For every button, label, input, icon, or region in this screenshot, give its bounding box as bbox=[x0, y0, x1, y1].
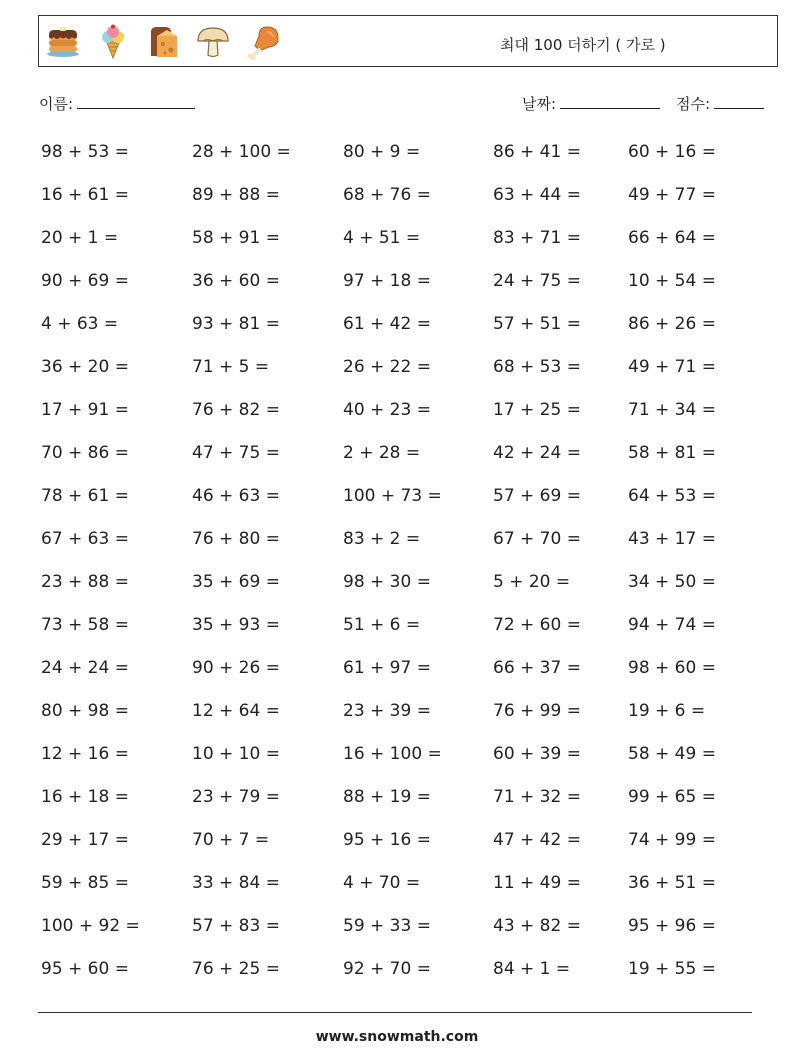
addition-problem: 100 + 92 = bbox=[41, 916, 140, 936]
addition-problem: 71 + 32 = bbox=[493, 787, 581, 807]
addition-problem: 19 + 6 = bbox=[628, 701, 706, 721]
addition-problem: 36 + 60 = bbox=[192, 271, 280, 291]
addition-problem: 40 + 23 = bbox=[343, 400, 431, 420]
addition-problem: 84 + 1 = bbox=[493, 959, 571, 979]
addition-problem: 57 + 51 = bbox=[493, 314, 581, 334]
addition-problem: 67 + 63 = bbox=[41, 529, 129, 549]
date-blank-line[interactable] bbox=[560, 94, 660, 109]
addition-problem: 83 + 2 = bbox=[343, 529, 421, 549]
addition-problem: 98 + 30 = bbox=[343, 572, 431, 592]
date-label: 날짜: bbox=[522, 95, 557, 113]
addition-problem: 94 + 74 = bbox=[628, 615, 716, 635]
addition-problem: 67 + 70 = bbox=[493, 529, 581, 549]
addition-problem: 80 + 98 = bbox=[41, 701, 129, 721]
addition-problem: 35 + 93 = bbox=[192, 615, 280, 635]
addition-problem: 66 + 37 = bbox=[493, 658, 581, 678]
addition-problem: 10 + 54 = bbox=[628, 271, 716, 291]
addition-problem: 47 + 75 = bbox=[192, 443, 280, 463]
addition-problem: 36 + 51 = bbox=[628, 873, 716, 893]
addition-problem: 29 + 17 = bbox=[41, 830, 129, 850]
footer-website: www.snowmath.com bbox=[315, 1029, 479, 1045]
addition-problem: 42 + 24 = bbox=[493, 443, 581, 463]
date-field bbox=[522, 93, 660, 114]
addition-problem: 99 + 65 = bbox=[628, 787, 716, 807]
addition-problem: 16 + 18 = bbox=[41, 787, 129, 807]
addition-problem: 100 + 73 = bbox=[343, 486, 442, 506]
score-label: 점수: bbox=[676, 95, 711, 113]
addition-problem: 43 + 82 = bbox=[493, 916, 581, 936]
addition-problem: 78 + 61 = bbox=[41, 486, 129, 506]
addition-problem: 70 + 7 = bbox=[192, 830, 270, 850]
addition-problem: 10 + 10 = bbox=[192, 744, 280, 764]
addition-problem: 70 + 86 = bbox=[41, 443, 129, 463]
score-field bbox=[676, 93, 764, 114]
addition-problem: 59 + 85 = bbox=[41, 873, 129, 893]
addition-problem: 19 + 55 = bbox=[628, 959, 716, 979]
addition-problem: 35 + 69 = bbox=[192, 572, 280, 592]
addition-problem: 24 + 75 = bbox=[493, 271, 581, 291]
addition-problem: 23 + 79 = bbox=[192, 787, 280, 807]
addition-problem: 17 + 91 = bbox=[41, 400, 129, 420]
addition-problem: 98 + 53 = bbox=[41, 142, 129, 162]
addition-problem: 92 + 70 = bbox=[343, 959, 431, 979]
addition-problem: 26 + 22 = bbox=[343, 357, 431, 377]
addition-problem: 76 + 25 = bbox=[192, 959, 280, 979]
addition-problem: 5 + 20 = bbox=[493, 572, 571, 592]
addition-problem: 36 + 20 = bbox=[41, 357, 129, 377]
addition-problem: 58 + 81 = bbox=[628, 443, 716, 463]
addition-problem: 95 + 16 = bbox=[343, 830, 431, 850]
addition-problem: 86 + 41 = bbox=[493, 142, 581, 162]
addition-problem: 90 + 69 = bbox=[41, 271, 129, 291]
addition-problem: 72 + 60 = bbox=[493, 615, 581, 635]
addition-problem: 89 + 88 = bbox=[192, 185, 280, 205]
addition-problem: 23 + 39 = bbox=[343, 701, 431, 721]
addition-problem: 11 + 49 = bbox=[493, 873, 581, 893]
addition-problem: 59 + 33 = bbox=[343, 916, 431, 936]
addition-problem: 64 + 53 = bbox=[628, 486, 716, 506]
addition-problem: 28 + 100 = bbox=[192, 142, 291, 162]
addition-problem: 47 + 42 = bbox=[493, 830, 581, 850]
header-icons bbox=[45, 24, 281, 60]
addition-problem: 49 + 77 = bbox=[628, 185, 716, 205]
ice-cream-cone-icon bbox=[95, 24, 131, 60]
addition-problem: 33 + 84 = bbox=[192, 873, 280, 893]
addition-problem: 57 + 83 = bbox=[192, 916, 280, 936]
addition-problem: 63 + 44 = bbox=[493, 185, 581, 205]
addition-problem: 76 + 82 = bbox=[192, 400, 280, 420]
addition-problem: 60 + 16 = bbox=[628, 142, 716, 162]
addition-problem: 95 + 60 = bbox=[41, 959, 129, 979]
addition-problem: 4 + 51 = bbox=[343, 228, 421, 248]
addition-problem: 58 + 49 = bbox=[628, 744, 716, 764]
addition-problem: 95 + 96 = bbox=[628, 916, 716, 936]
addition-problem: 73 + 58 = bbox=[41, 615, 129, 635]
addition-problem: 71 + 34 = bbox=[628, 400, 716, 420]
addition-problem: 57 + 69 = bbox=[493, 486, 581, 506]
addition-problem: 12 + 64 = bbox=[192, 701, 280, 721]
addition-problem: 90 + 26 = bbox=[192, 658, 280, 678]
addition-problem: 51 + 6 = bbox=[343, 615, 421, 635]
addition-problem: 93 + 81 = bbox=[192, 314, 280, 334]
addition-problem: 2 + 28 = bbox=[343, 443, 421, 463]
addition-problem: 74 + 99 = bbox=[628, 830, 716, 850]
addition-problem: 24 + 24 = bbox=[41, 658, 129, 678]
chicken-leg-icon bbox=[245, 24, 281, 60]
addition-problem: 16 + 100 = bbox=[343, 744, 442, 764]
addition-problem: 68 + 53 = bbox=[493, 357, 581, 377]
addition-problem: 16 + 61 = bbox=[41, 185, 129, 205]
mushroom-icon bbox=[195, 24, 231, 60]
cheese-toast-icon bbox=[145, 24, 181, 60]
addition-problem: 61 + 42 = bbox=[343, 314, 431, 334]
addition-problem: 86 + 26 = bbox=[628, 314, 716, 334]
addition-problem: 20 + 1 = bbox=[41, 228, 119, 248]
addition-problem: 97 + 18 = bbox=[343, 271, 431, 291]
addition-problem: 46 + 63 = bbox=[192, 486, 280, 506]
addition-problem: 4 + 70 = bbox=[343, 873, 421, 893]
addition-problem: 43 + 17 = bbox=[628, 529, 716, 549]
addition-problem: 76 + 99 = bbox=[493, 701, 581, 721]
addition-problem: 4 + 63 = bbox=[41, 314, 119, 334]
addition-problem: 49 + 71 = bbox=[628, 357, 716, 377]
addition-problem: 98 + 60 = bbox=[628, 658, 716, 678]
worksheet-title: 최대 100 더하기 ( 가로 ) bbox=[500, 36, 666, 54]
name-label: 이름: bbox=[39, 95, 74, 113]
addition-problem: 76 + 80 = bbox=[192, 529, 280, 549]
footer-divider bbox=[38, 1012, 752, 1013]
worksheet-header bbox=[38, 15, 778, 67]
addition-problem: 61 + 97 = bbox=[343, 658, 431, 678]
addition-problem: 66 + 64 = bbox=[628, 228, 716, 248]
name-blank-line[interactable] bbox=[77, 94, 195, 109]
pancake-stack-icon bbox=[45, 24, 81, 60]
addition-problem: 60 + 39 = bbox=[493, 744, 581, 764]
addition-problem: 12 + 16 = bbox=[41, 744, 129, 764]
addition-problem: 17 + 25 = bbox=[493, 400, 581, 420]
addition-problem: 23 + 88 = bbox=[41, 572, 129, 592]
name-field bbox=[39, 93, 195, 114]
addition-problem: 71 + 5 = bbox=[192, 357, 270, 377]
addition-problem: 68 + 76 = bbox=[343, 185, 431, 205]
addition-problem: 83 + 71 = bbox=[493, 228, 581, 248]
addition-problem: 80 + 9 = bbox=[343, 142, 421, 162]
addition-problem: 88 + 19 = bbox=[343, 787, 431, 807]
score-blank-line[interactable] bbox=[714, 94, 764, 109]
addition-problem: 58 + 91 = bbox=[192, 228, 280, 248]
addition-problem: 34 + 50 = bbox=[628, 572, 716, 592]
